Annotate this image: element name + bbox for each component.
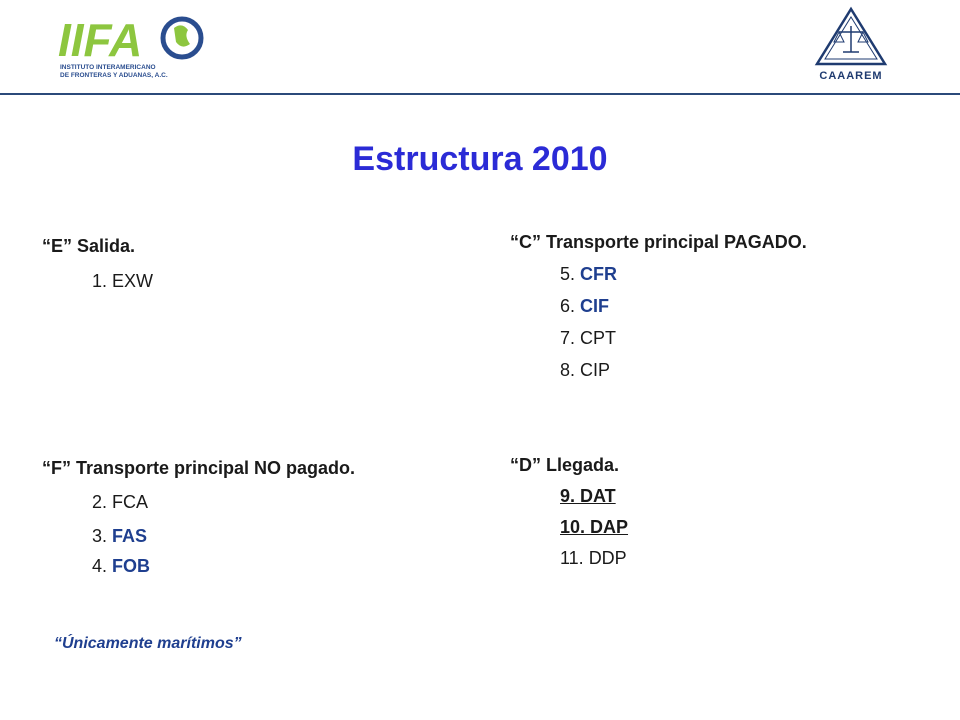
maritime-only-note: “Únicamente marítimos”	[54, 635, 242, 652]
page-title: Estructura 2010	[352, 140, 608, 178]
item-exw: 1. EXW	[92, 271, 154, 291]
item-fas	[92, 526, 147, 547]
iifa-logo	[58, 12, 208, 90]
iifa-logo-line1: INSTITUTO INTERAMERICANO	[60, 64, 156, 71]
caaarem-logo	[795, 6, 907, 84]
item-cip: 8. CIP	[560, 360, 611, 380]
item-ddp: 11. DDP	[560, 548, 627, 568]
item-cpt: 7. CPT	[560, 328, 617, 348]
item-fob	[92, 556, 150, 577]
header	[0, 0, 960, 93]
header-divider	[0, 93, 960, 95]
item-cif-number: 6.	[560, 296, 576, 316]
group-c-heading: “C” Transporte principal PAGADO.	[510, 232, 807, 252]
item-fob-code: FOB	[112, 556, 151, 576]
caaarem-logo-text: CAAAREM	[819, 70, 883, 82]
item-fob-number: 4.	[92, 556, 108, 576]
group-f-heading: “F” Transporte principal NO pagado.	[42, 458, 356, 478]
item-cif-code: CIF	[580, 296, 610, 316]
group-d-heading: “D” Llegada.	[510, 455, 620, 475]
item-cfr-code: CFR	[580, 264, 618, 284]
item-fas-number: 3.	[92, 526, 108, 546]
group-e-heading: “E” Salida.	[42, 236, 136, 256]
item-cfr	[560, 264, 617, 285]
iifa-logo-line2: DE FRONTERAS Y ADUANAS, A.C.	[60, 72, 168, 79]
item-dap: 10. DAP	[560, 517, 629, 537]
scales-icon	[813, 6, 889, 68]
item-fca: 2. FCA	[92, 492, 149, 512]
continent-icon	[174, 25, 190, 46]
item-dat: 9. DAT	[560, 486, 616, 506]
iifa-logo-text: IIFA	[58, 14, 143, 62]
item-cfr-number: 5.	[560, 264, 576, 284]
item-cif	[560, 296, 609, 317]
iifa-logo-mark	[58, 12, 208, 62]
item-fas-code: FAS	[112, 526, 148, 546]
